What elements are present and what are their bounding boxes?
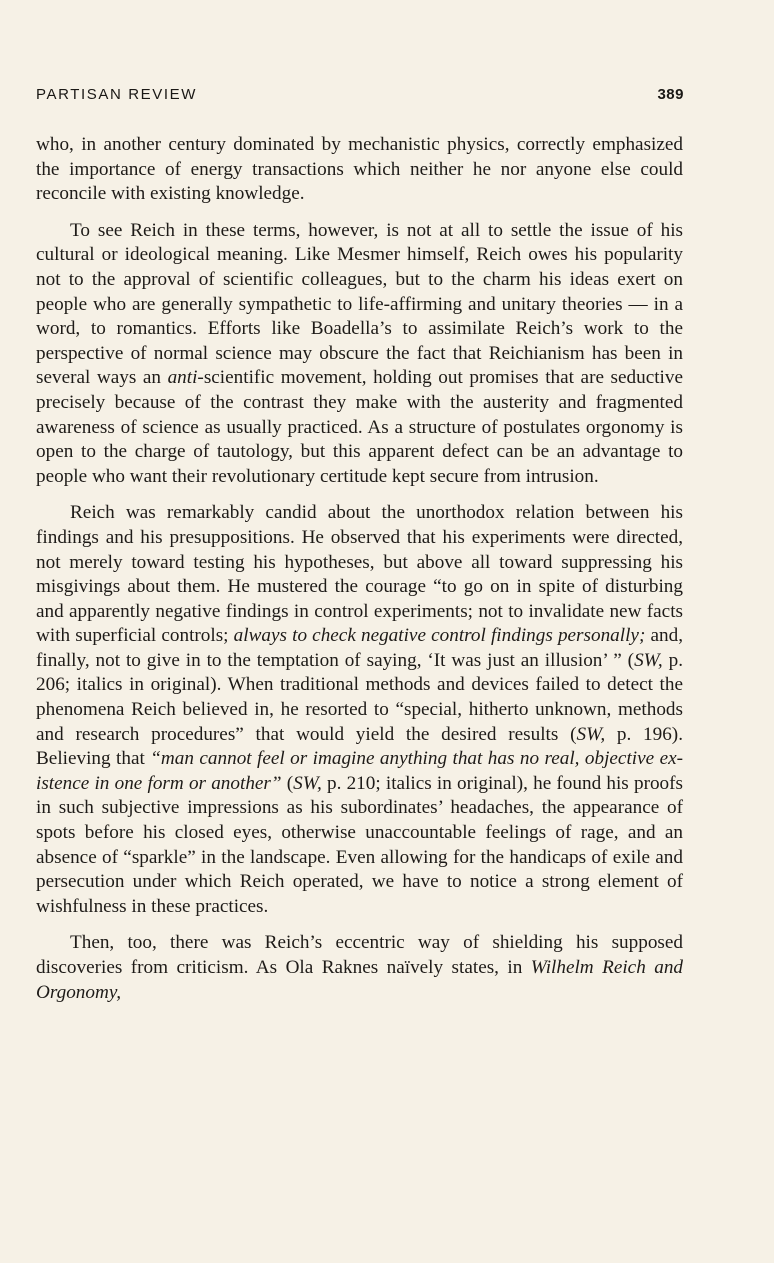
italic-text: SW, [293,772,322,794]
journal-title: PARTISAN REVIEW [36,86,197,103]
italic-text: “man cannot feel or imagine anything that has no real, objective existence in one form or another” [36,748,683,794]
text-run: and, finally, not to give in to the temptation of saying, ‘It was just an illusion’ ” ( [36,625,683,671]
text-run: ( [281,772,294,794]
italic-text: anti- [167,367,204,389]
text-run: p. 196). Believing that [36,723,683,770]
running-head [36,86,684,108]
text-run: Reich was remarkably candid about the unorthodox relation between his findings and his presuppositions. He observed that his experiments were directed, not merely toward testing his hypotheses, but above all toward suppressing his misgivings about them. He mustered the courage “to go on in spite of disturbing and apparently negative findings in control experiments; not to invalidate new facts with superficial controls; [36,502,683,647]
paragraph [36,931,683,1005]
text-run: Then, too, there was Reich’s eccentric way of shielding his supposed discoveries from criticism. As Ola Raknes naïvely states, in [36,932,683,978]
italic-text: always to check negative control findings personally; [233,625,646,647]
text-run: p. 206; italics in original). When traditional methods and devices failed to detect the phenomena Reich believed in, he resorted to “special, hitherto unknown, methods and research procedures” that would yield the desired results ( [36,649,683,745]
text-run: p. 210; italics in original), he found his proofs in such subjective impressions as his subordinates’ headaches, the appearance of spots before his closed eyes, otherwise unaccountable feelings of rage, and an absence of “sparkle” in the landscape. Even allowing for the handicaps of exile and persecution under which Reich operated, we have to notice a strong element of wishfulness in these practices. [36,772,683,917]
paragraph [36,219,683,490]
paragraph [36,501,683,919]
text-run: scientific movement, holding out promises that are seductive precisely because of the contrast they make with the austerity and fragmented awareness of science as usually practiced. As a structure of postulates orgonomy is open to the charge of tautology, but this apparent defect can be an advantage to people who want their revolutionary certitude kept secure from intrusion. [36,367,683,487]
text-run: To see Reich in these terms, however, is not at all to settle the issue of his cultural or ideological meaning. Like Mesmer himself, Reich owes his popularity not to the approval of scientific colleagues, but to the charm his ideas exert on people who are generally sympathetic to life-affirming and unitary theories — in a word, to romantics. Efforts like Boadella’s to assimilate Reich’s work to the perspective of normal science may obscure the fact that Reichianism has been in several ways an [36,219,683,389]
page-number: 389 [657,86,684,103]
text-run: who, in another century dominated by mechanistic physics, correctly emphasized the importance of energy transactions which neither he nor anyone else could reconcile with existing knowledge. [36,134,683,205]
italic-text: SW, [634,649,663,671]
paragraph [36,133,683,207]
italic-text: SW, [576,723,606,745]
italic-text: Wilhelm Reich and Orgonomy, [36,957,684,1003]
article-body [36,133,683,1005]
